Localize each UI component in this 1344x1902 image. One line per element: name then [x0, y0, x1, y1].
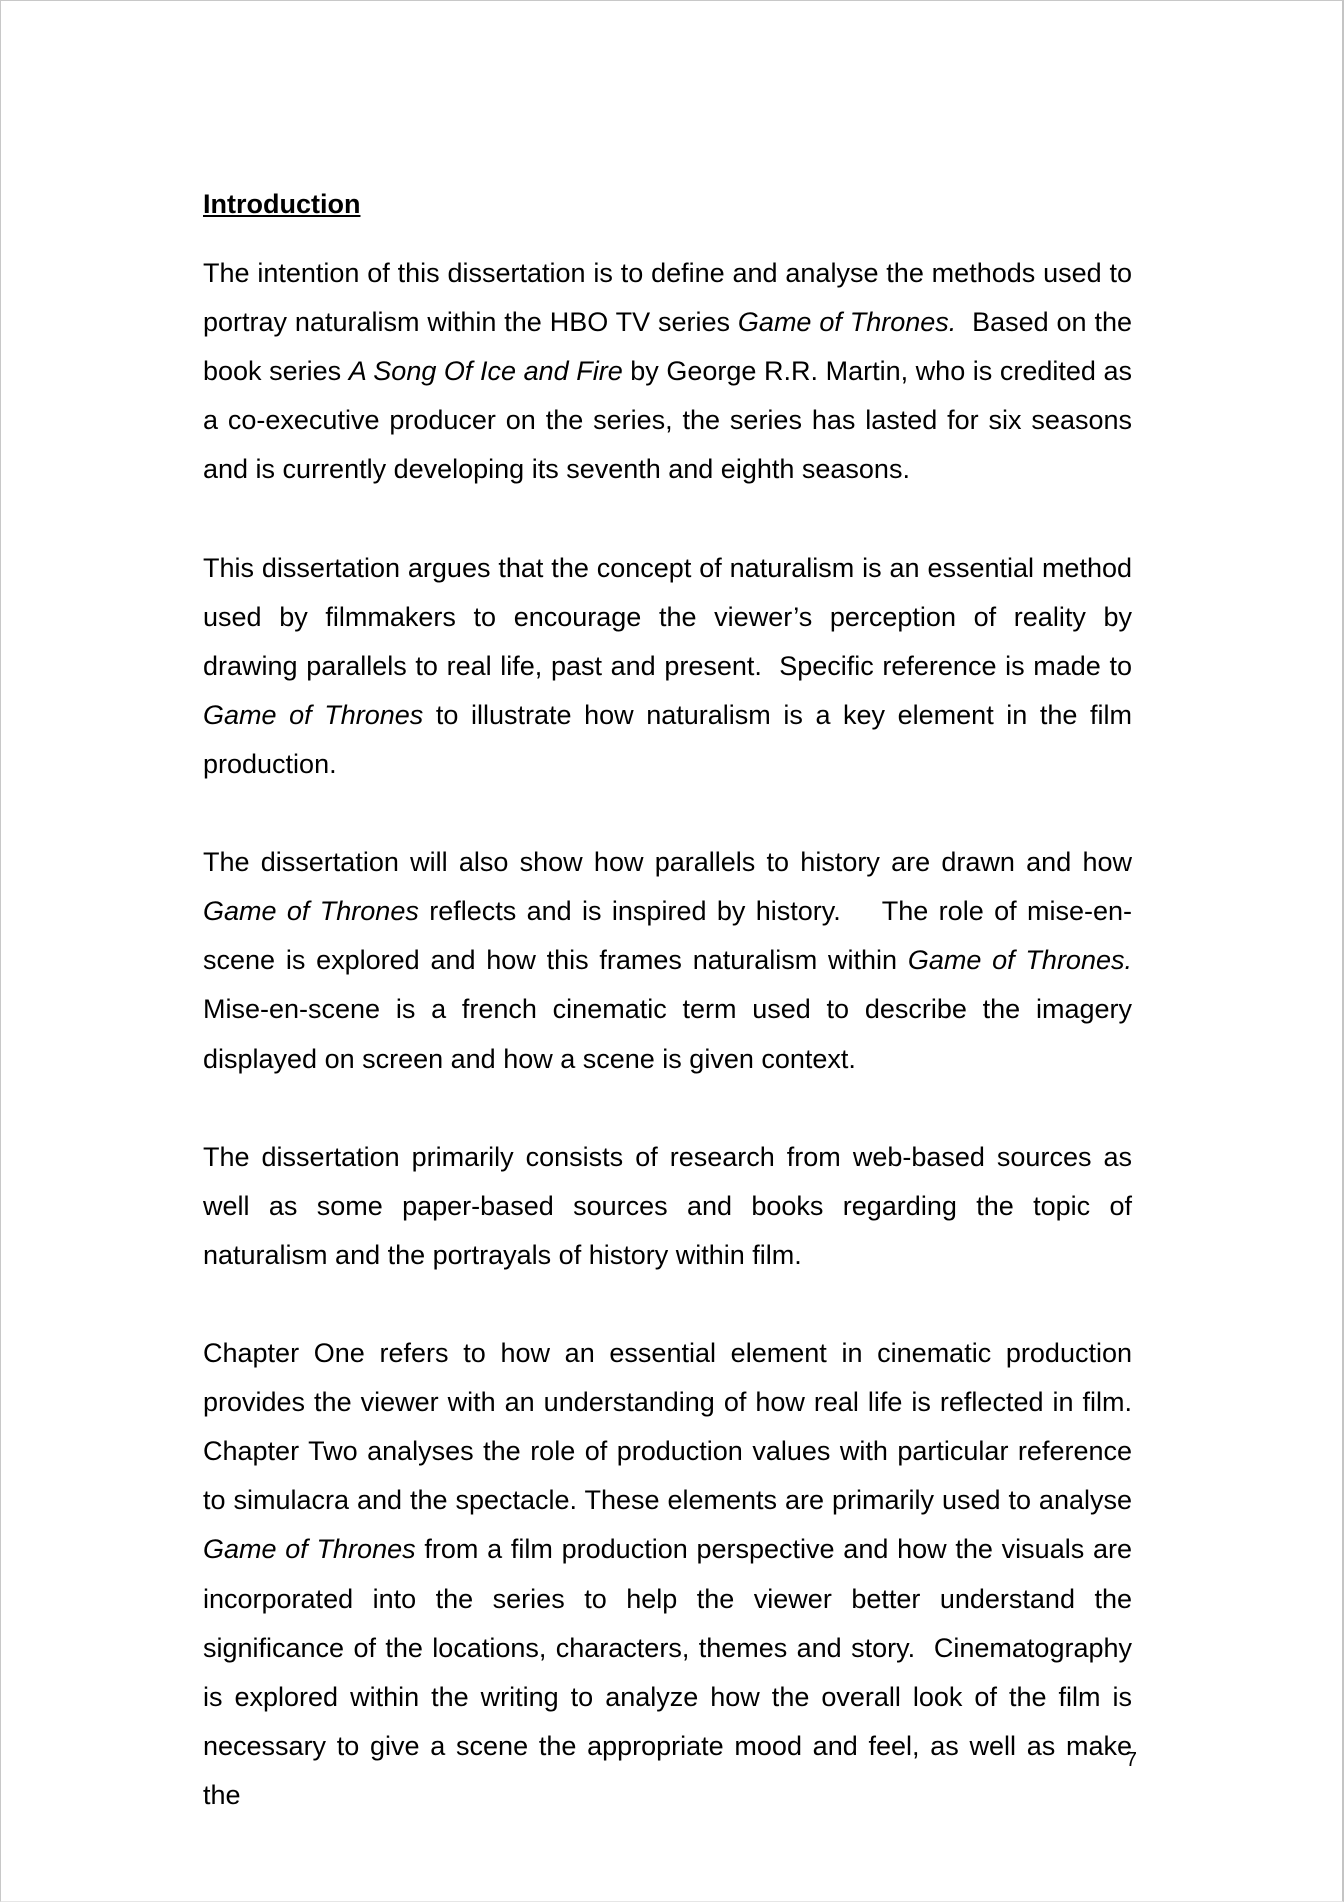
text-segment: The dissertation will also show how parallels to history are drawn and how	[203, 847, 1140, 878]
text-segment: to illustrate how naturalism is a key element in the film production.	[203, 699, 1140, 779]
page-number: 7	[1125, 1749, 1137, 1771]
text-segment: Chapter One refers to how an essential element in cinematic production provides the viewer with an understanding of how real life is reflected in film. Chapter Two analyses the role of production values with particular reference to simulacra and the spectacle. These elements are primarily used to analyse	[203, 1338, 1140, 1516]
paragraph-argument	[203, 544, 1140, 789]
italic-title: A Song Of Ice and Fire	[348, 356, 623, 387]
text-segment: Based on the book series	[203, 307, 1140, 387]
paragraph-intention	[203, 249, 1140, 494]
text-segment: This dissertation argues that the concept of naturalism is an essential method used by filmmakers to encourage the viewer’s perception of reality by drawing parallels to real life, past and present. Specific reference is made to	[203, 552, 1140, 681]
text-segment: The intention of this dissertation is to define and analyse the methods used to portray naturalism within the HBO TV series	[203, 258, 1140, 338]
text-segment: by George R.R. Martin, who is credited as a co-executive producer on the series, the series has lasted for six seasons and is currently developing its seventh and eighth seasons.	[203, 356, 1140, 485]
paragraph-chapters	[203, 1329, 1140, 1820]
text-segment: from a film production perspective and how the visuals are incorporated into the series to help the viewer better understand the significance of the locations, characters, themes and story. Cinematography is explored within the writing to analyze how the overall look of the film is necessary to give a scene the appropriate mood and feel, as well as make the	[203, 1534, 1140, 1810]
section-heading: Introduction	[203, 189, 361, 219]
italic-title: Game of Thrones.	[737, 307, 957, 338]
text-segment: The dissertation primarily consists of research from web-based sources as well as some paper-based sources and books regarding the topic of naturalism and the portrayals of history within film.	[203, 1141, 1140, 1270]
italic-title: Game of Thrones	[203, 1534, 416, 1565]
italic-title: Game of Thrones.	[907, 945, 1132, 976]
text-segment: reflects and is inspired by history. The role of mise-en-scene is explored and how this frames naturalism within	[203, 896, 1132, 976]
italic-title: Game of Thrones	[203, 699, 424, 730]
text-segment: Mise-en-scene is a french cinematic term used to describe the imagery displayed on screen and how a scene is given context.	[203, 945, 1148, 1074]
paragraph-sources	[203, 1133, 1140, 1280]
italic-title: Game of Thrones	[203, 896, 419, 927]
paragraph-history	[203, 838, 1148, 1083]
page-content	[203, 180, 1148, 1820]
